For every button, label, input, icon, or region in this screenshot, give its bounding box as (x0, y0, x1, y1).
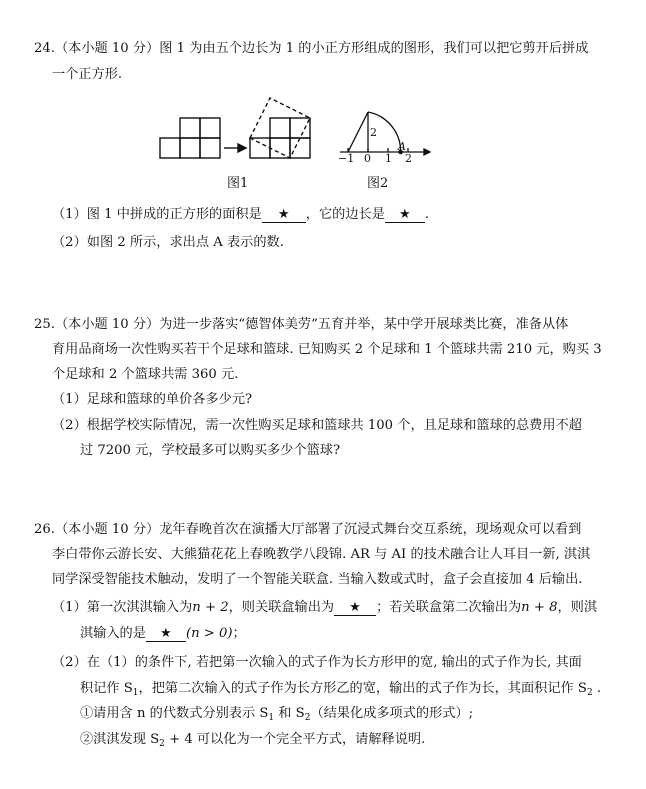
figure-1-diagram (158, 100, 328, 170)
fig2-height-label: 2 (370, 126, 377, 139)
fig1-square (160, 138, 180, 158)
q26-sub2: ②淇淇发现 $S_2 + 4$ 可以化为一个完全平方式，请解释说明. (80, 732, 426, 749)
fig1-square (290, 138, 310, 158)
fig2-tick-1: 1 (385, 152, 392, 165)
fig1-square (270, 138, 290, 158)
fig2-point-a-label: A (398, 140, 406, 153)
q26-part1-line1: （1）第一次淇淇输入为n + 2，则关联盒输出为 ★ ；若关联盒第二次输出为n + 8，则淇 (52, 600, 598, 615)
fig2-tick-minus1: −1 (338, 152, 355, 165)
q24-stem-line2: 一个正方形. (52, 67, 123, 82)
q26-part2-line2: 积记作 $S_1$，把第二次输入的式子作为长方形乙的宽，输出的式子作为长，其面积记作 $S_2$ . (80, 681, 602, 698)
q26-sub1: ①请用含 n 的代数式分别表示 $S_1$ 和 $S_2$（结果化成多项式的形式）; (80, 706, 474, 723)
fig1-square (270, 118, 290, 138)
answer-blank: ★ (385, 207, 425, 223)
q24-part2: （2）如图 2 所示，求出点 A 表示的数. (52, 235, 284, 250)
fig1-square (200, 118, 220, 138)
q25-part2-line1: （2）根据学校实际情况，需一次性购买足球和篮球共 100 个，且足球和篮球的总费用不超 (52, 418, 582, 433)
q26-stem-line2: 李白带你云游长安、大熊猫花花上春晚教学八段锦. AR 与 AI 的技术融合让人耳目一新, 淇淇 (52, 547, 591, 562)
fig1-square (180, 118, 200, 138)
fig1-square (200, 138, 220, 158)
fig1-square (290, 118, 310, 138)
fig1-dashed-square (250, 98, 310, 158)
figure-1-label: 图1 (227, 176, 249, 191)
q25-part2-line2: 过 7200 元，学校最多可以购买多少个篮球? (80, 443, 341, 458)
q25-stem-line1: 25.（本小题 10 分）为进一步落实“德智体美劳”五育并举，某中学开展球类比赛，准备从体 (34, 317, 569, 332)
q26-stem-line3: 同学深受智能技术触动，发明了一个智能关联盒. 当输入数或式时，盒子会直接加 4 后输出. (52, 572, 583, 587)
q26-stem-line1: 26.（本小题 10 分）龙年春晚首次在演播大厅部署了沉浸式舞台交互系统，现场观众可以看到 (34, 522, 582, 537)
q26-part2-line1: （2）在（1）的条件下, 若把第一次输入的式子作为长方形甲的宽, 输出的式子作为长, 其面 (52, 655, 582, 670)
q25-part1: （1）足球和篮球的单价各多少元? (52, 392, 253, 407)
fig2-axis-arrow (424, 149, 430, 155)
fig1-arrow (238, 144, 246, 152)
q25-stem-line2: 育用品商场一次性购买若干个足球和篮球. 已知购买 2 个足球和 1 个篮球共需 210 元，购买 3 (52, 342, 602, 357)
fig1-square (250, 138, 270, 158)
fig2-tick-0: 0 (364, 152, 371, 165)
fig2-tick-2: 2 (405, 152, 412, 165)
q26-part1-line2: 淇输入的是 ★ (n > 0)； (80, 626, 246, 641)
q25-stem-line3: 个足球和 2 个篮球共需 360 元. (52, 367, 239, 382)
fig1-square (180, 138, 200, 158)
q24-stem-line1: 24.（本小题 10 分）图 1 为由五个边长为 1 的小正方形组成的图形，我们可以把它剪开后拼成 (34, 41, 589, 56)
answer-blank: ★ (146, 626, 186, 642)
answer-blank: ★ (262, 207, 306, 223)
q24-part1: （1）图 1 中拼成的正方形的面积是 ★ ，它的边长是 ★ . (52, 207, 430, 222)
answer-blank: ★ (334, 600, 376, 616)
figure-2-label: 图2 (367, 176, 389, 191)
